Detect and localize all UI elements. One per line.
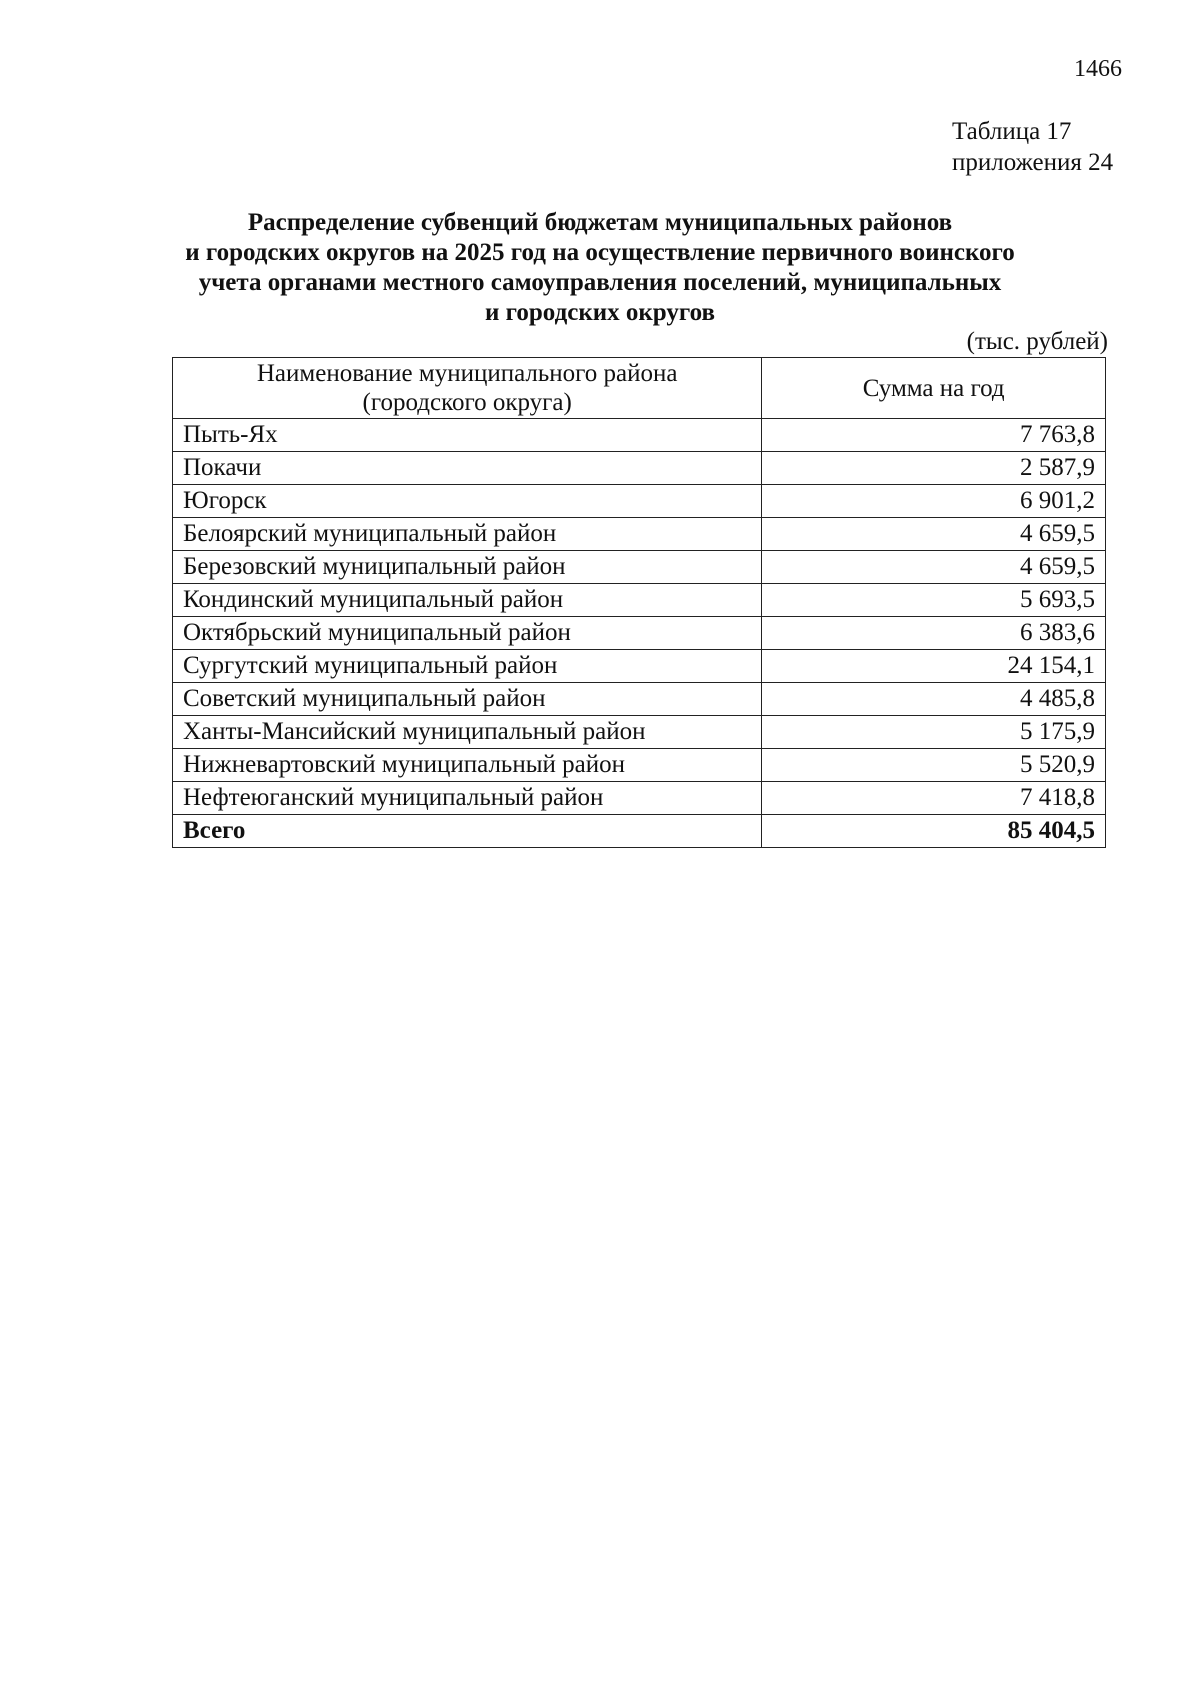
title-line: и городских округов на 2025 год на осуществление первичного воинского <box>185 239 1015 266</box>
row-name: Ханты-Мансийский муниципальный район <box>173 716 762 749</box>
table-row <box>173 485 1106 518</box>
table-row <box>173 452 1106 485</box>
document-title <box>150 208 1050 328</box>
row-value: 5 175,9 <box>762 716 1106 749</box>
subvention-table <box>172 357 1106 848</box>
title-line: и городских округов <box>485 299 715 326</box>
table-row <box>173 716 1106 749</box>
row-value: 4 659,5 <box>762 518 1106 551</box>
table-row <box>173 518 1106 551</box>
row-name: Белоярский муниципальный район <box>173 518 762 551</box>
row-name: Октябрьский муниципальный район <box>173 617 762 650</box>
total-label: Всего <box>173 815 762 848</box>
table-row <box>173 419 1106 452</box>
row-name: Пыть-Ях <box>173 419 762 452</box>
table-body <box>173 419 1106 848</box>
table-row <box>173 617 1106 650</box>
row-name: Нижневартовский муниципальный район <box>173 749 762 782</box>
row-value: 5 693,5 <box>762 584 1106 617</box>
total-value: 85 404,5 <box>762 815 1106 848</box>
table-total-row <box>173 815 1106 848</box>
row-name: Покачи <box>173 452 762 485</box>
row-value: 2 587,9 <box>762 452 1106 485</box>
table-number: Таблица 17 <box>952 118 1072 145</box>
row-name: Советский муниципальный район <box>173 683 762 716</box>
header-name-line: Наименование муниципального района <box>256 360 678 387</box>
page-number: 1466 <box>1074 56 1122 82</box>
table-row <box>173 782 1106 815</box>
row-name: Сургутский муниципальный район <box>173 650 762 683</box>
header-name-column <box>173 358 762 419</box>
title-line: Распределение субвенций бюджетам муниципальных районов <box>247 209 953 236</box>
row-value: 4 659,5 <box>762 551 1106 584</box>
row-value: 6 901,2 <box>762 485 1106 518</box>
table-row <box>173 584 1106 617</box>
row-value: 6 383,6 <box>762 617 1106 650</box>
row-value: 5 520,9 <box>762 749 1106 782</box>
table-row <box>173 749 1106 782</box>
row-value: 24 154,1 <box>762 650 1106 683</box>
units-label: (тыс. рублей) <box>966 328 1108 355</box>
table-reference <box>952 116 1113 178</box>
row-name: Югорск <box>173 485 762 518</box>
row-name: Нефтеюганский муниципальный район <box>173 782 762 815</box>
appendix-number: приложения 24 <box>952 149 1114 176</box>
table-row <box>173 683 1106 716</box>
row-value: 4 485,8 <box>762 683 1106 716</box>
row-name: Кондинский муниципальный район <box>173 584 762 617</box>
header-name-line: (городского округа) <box>362 389 572 416</box>
title-line: учета органами местного самоуправления поселений, муниципальных <box>198 269 1002 296</box>
table-row <box>173 551 1106 584</box>
header-sum-column: Сумма на год <box>762 358 1106 419</box>
row-value: 7 763,8 <box>762 419 1106 452</box>
row-value: 7 418,8 <box>762 782 1106 815</box>
row-name: Березовский муниципальный район <box>173 551 762 584</box>
table-header-row <box>173 358 1106 419</box>
table-row <box>173 650 1106 683</box>
